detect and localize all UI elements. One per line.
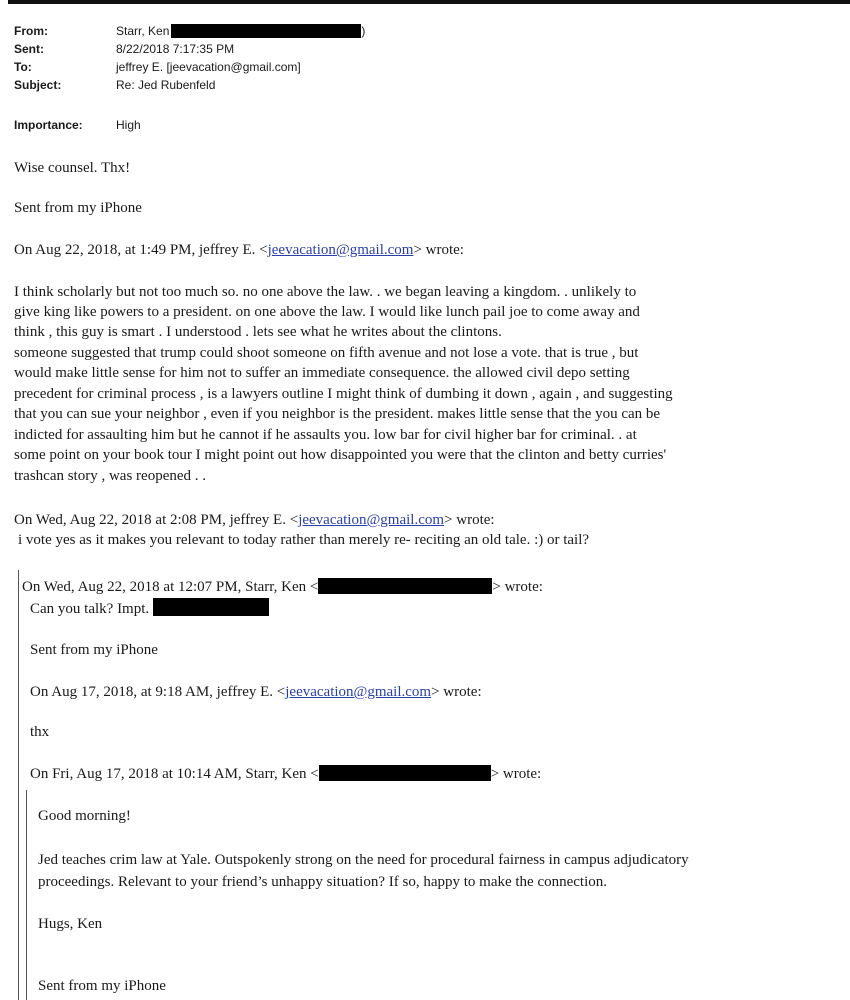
quote-line: would make little sense for him not to suffer an immediate consequence. the allowed civil depo setting bbox=[14, 365, 630, 381]
top-rule bbox=[8, 0, 850, 4]
quote-line: think , this guy is smart . I understood . lets see what he writes about the clintons. bbox=[14, 324, 502, 340]
quote-line: precedent for criminal process , is a lawyers outline I might think of dumbing it down , again , and suggesting bbox=[14, 386, 673, 402]
quote-text: Can you talk? Impt. bbox=[30, 598, 269, 619]
quote-line: some point on your book tour I might point out how disappointed you were that the clinton and betty curries' bbox=[14, 447, 667, 463]
quote-header: On Aug 17, 2018, at 9:18 AM, jeffrey E. <jeevacation@gmail.com> wrote: bbox=[30, 684, 482, 700]
to-label: To: bbox=[14, 60, 32, 74]
quote-bar bbox=[18, 570, 19, 1000]
quote-header: On Aug 22, 2018, at 1:49 PM, jeffrey E. <jeevacation@gmail.com> wrote: bbox=[14, 242, 464, 258]
redaction-box bbox=[171, 24, 361, 38]
subject-label: Subject: bbox=[14, 78, 62, 92]
quote-line: indicted for assaulting him but he cannot if he assaults you. low bar for civil higher bar for criminal. . at bbox=[14, 427, 637, 443]
closing: Hugs, Ken bbox=[38, 916, 103, 932]
importance-value: High bbox=[116, 118, 141, 132]
quote-header: On Wed, Aug 22, 2018 at 2:08 PM, jeffrey E. <jeevacation@gmail.com> wrote: bbox=[14, 512, 495, 528]
quote-line: someone suggested that trump could shoot someone on fifth avenue and not lose a vote. that is true , but bbox=[14, 345, 639, 361]
quote-text: i vote yes as it makes you relevant to today rather than merely re- reciting an old tale. :) or tail? bbox=[18, 532, 590, 548]
signature: Sent from my iPhone bbox=[14, 200, 142, 216]
reply-text: Wise counsel. Thx! bbox=[14, 160, 131, 176]
quote-text: thx bbox=[30, 724, 50, 740]
email-link[interactable]: jeevacation@gmail.com bbox=[285, 684, 432, 700]
redaction-box bbox=[153, 598, 269, 616]
quote-header: On Wed, Aug 22, 2018 at 12:07 PM, Starr, Ken < > wrote: bbox=[22, 579, 543, 595]
signature: Sent from my iPhone bbox=[38, 978, 166, 994]
quote-line: proceedings. Relevant to your friend’s unhappy situation? If so, happy to make the connection. bbox=[38, 874, 608, 890]
email-link[interactable]: jeevacation@gmail.com bbox=[267, 242, 414, 258]
quote-line: that you can sue your neighbor , even if you neighbor is the president. makes little sense that the you can be bbox=[14, 406, 661, 422]
from-label: From: bbox=[14, 24, 48, 38]
redaction-box bbox=[319, 765, 491, 781]
importance-label: Importance: bbox=[14, 118, 83, 132]
quote-bar bbox=[26, 790, 27, 1000]
to-value: jeffrey E. [jeevacation@gmail.com] bbox=[116, 60, 301, 74]
quote-header: On Fri, Aug 17, 2018 at 10:14 AM, Starr, Ken < > wrote: bbox=[30, 766, 542, 782]
quote-line: I think scholarly but not too much so. no one above the law. . we began leaving a kingdom. . unlikely to bbox=[14, 284, 637, 300]
subject-value: Re: Jed Rubenfeld bbox=[116, 78, 216, 92]
sent-label: Sent: bbox=[14, 42, 44, 56]
quote-line: give king like powers to a president. on one above the law. I would like lunch pail joe to come away and bbox=[14, 304, 640, 320]
email-link[interactable]: jeevacation@gmail.com bbox=[298, 512, 445, 528]
sent-value: 8/22/2018 7:17:35 PM bbox=[116, 42, 235, 56]
quote-line: trashcan story , was reopened . . bbox=[14, 468, 207, 484]
quote-line: Jed teaches crim law at Yale. Outspokenly strong on the need for procedural fairness in campus adjudicatory bbox=[38, 852, 689, 868]
greeting: Good morning! bbox=[38, 808, 131, 824]
from-value: Starr, Ken ) bbox=[116, 24, 366, 38]
signature: Sent from my iPhone bbox=[30, 642, 158, 658]
redaction-box bbox=[318, 578, 492, 594]
